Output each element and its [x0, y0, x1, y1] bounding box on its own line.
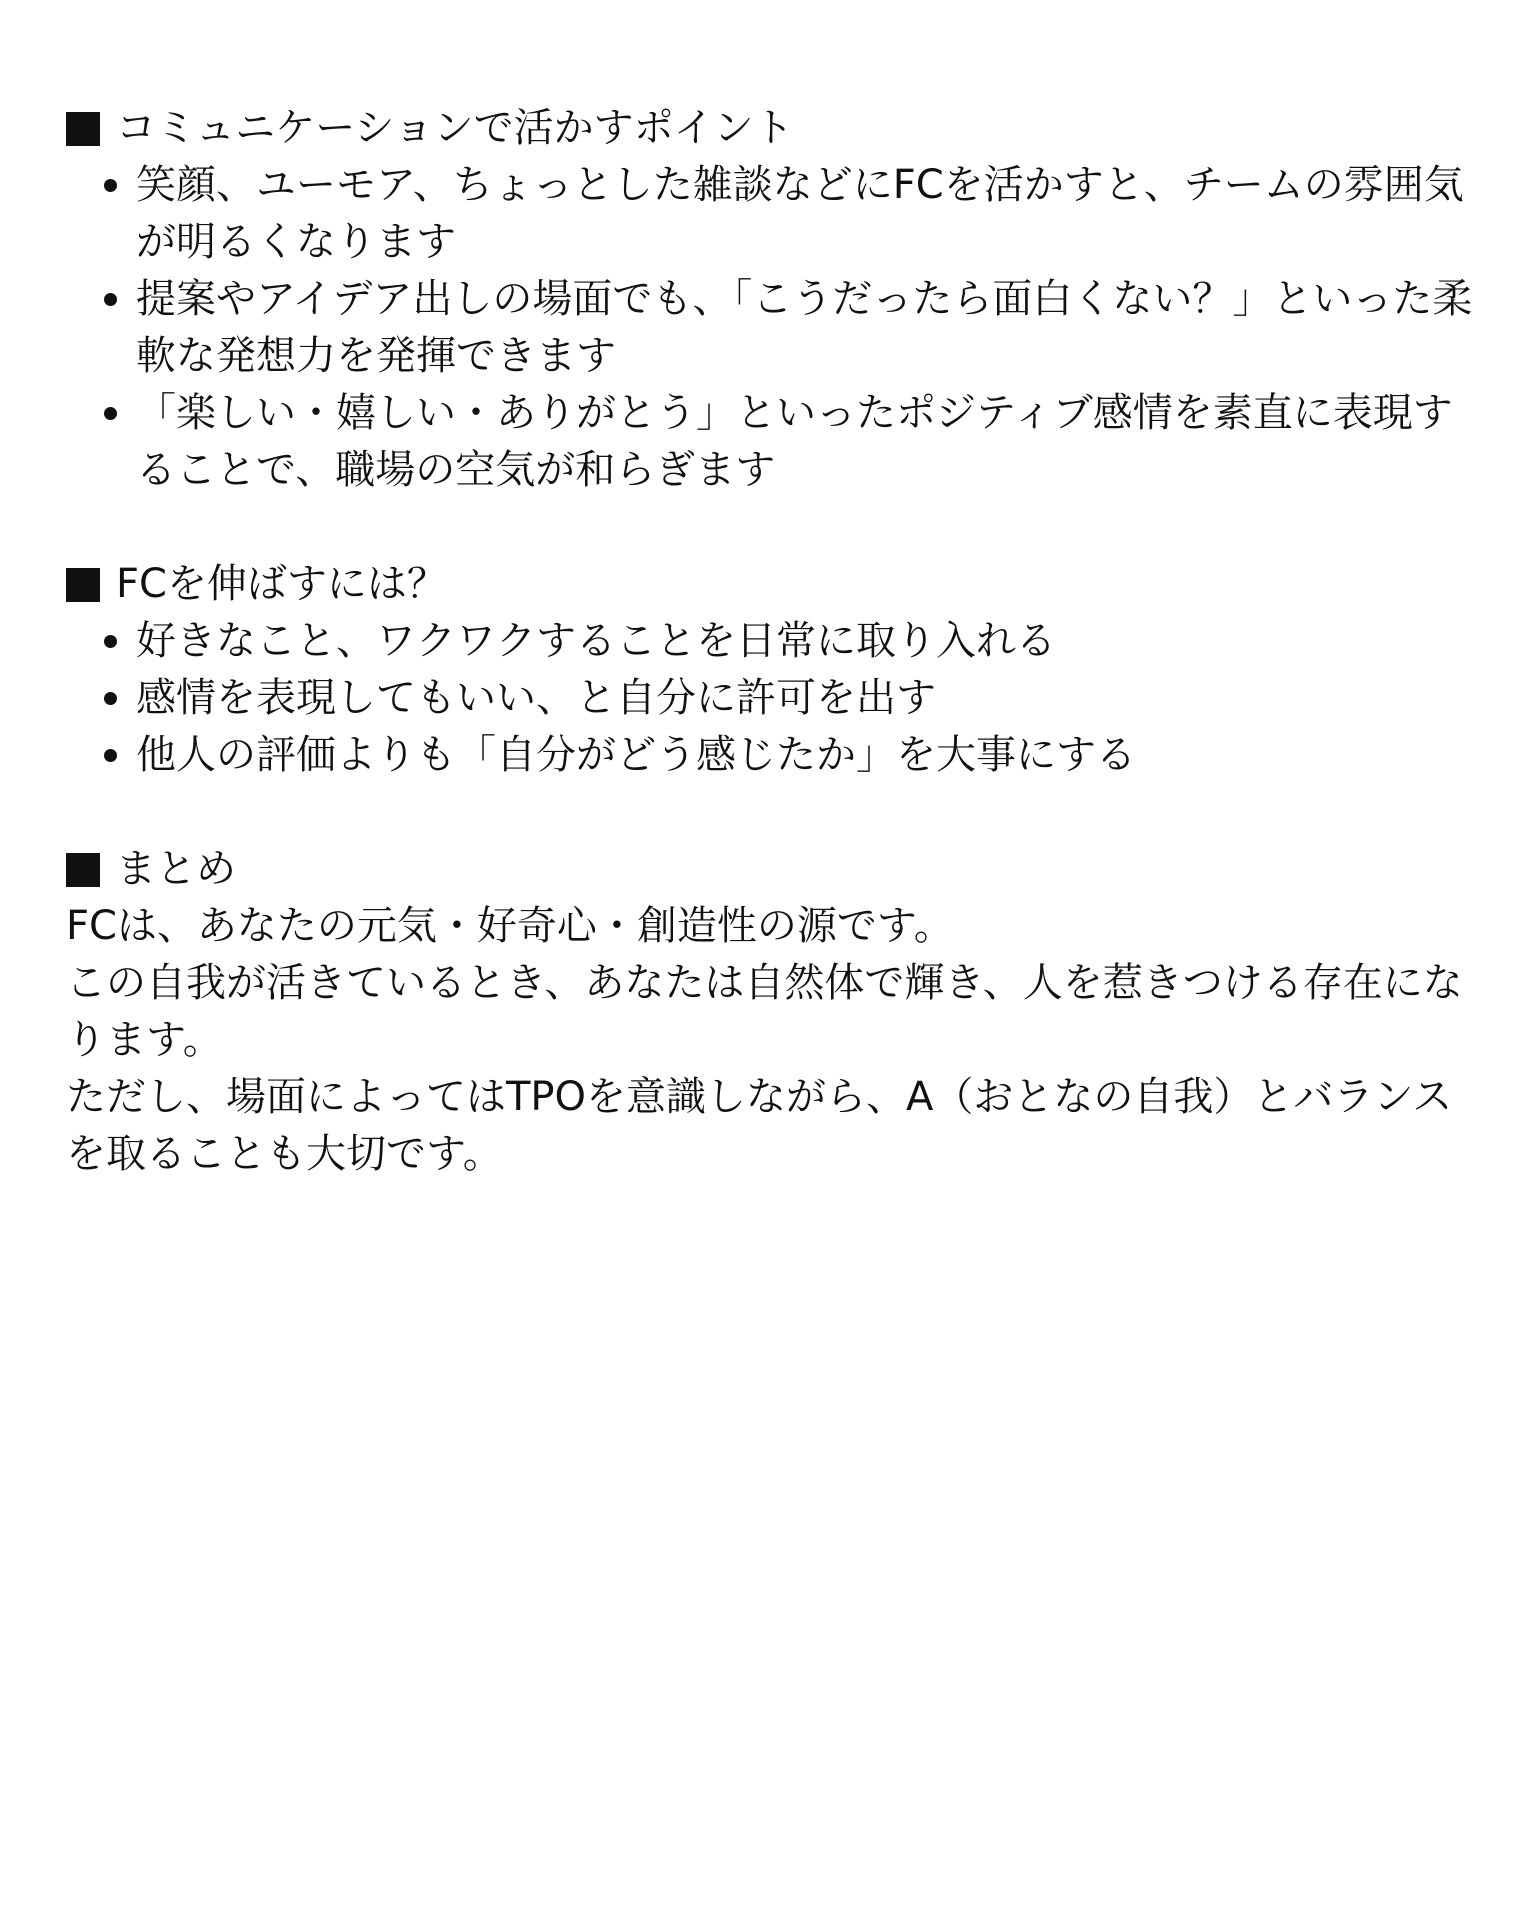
- list-item: [66, 271, 1486, 385]
- section-communication: [66, 100, 1486, 499]
- list-item: [66, 613, 1486, 670]
- summary-paragraph: ただし、場面によってはTPOを意識しながら、A（おとなの自我）とバランスを取ることも大切です。: [66, 1074, 1453, 1177]
- section-heading: [66, 556, 1486, 613]
- bullet-dot-icon: [104, 692, 117, 705]
- bullet-list: [66, 613, 1486, 784]
- summary-paragraph: この自我が活きているとき、あなたは自然体で輝き、人を惹きつける存在になります。: [66, 960, 1463, 1063]
- summary-paragraph: FCは、あなたの元気・好奇心・創造性の源です。: [66, 903, 954, 949]
- list-item-text: 提案やアイデア出しの場面でも、「こうだったら面白くない？」といった柔軟な発想力を発揮できます: [136, 276, 1473, 379]
- section-heading: [66, 841, 1486, 898]
- list-item: [66, 727, 1486, 784]
- bullet-dot-icon: [104, 293, 117, 306]
- list-item-text: 感情を表現してもいい、と自分に許可を出す: [136, 675, 936, 721]
- section-heading: [66, 100, 1486, 157]
- section-heading-text: まとめ: [116, 846, 236, 892]
- bullet-dot-icon: [104, 635, 117, 648]
- black-square-icon: [66, 568, 100, 602]
- bullet-list: [66, 157, 1486, 499]
- list-item-text: 他人の評価よりも「自分がどう感じたか」を大事にする: [136, 732, 1136, 778]
- section-heading-text: FCを伸ばすには？: [116, 561, 447, 607]
- list-item-text: 笑顔、ユーモア、ちょっとした雑談などにFCを活かすと、チームの雰囲気が明るくなります: [136, 162, 1464, 265]
- list-item: [66, 157, 1486, 271]
- document-page: [66, 100, 1486, 1183]
- section-heading-text: コミュニケーションで活かすポイント: [116, 105, 794, 151]
- section-summary: [66, 841, 1486, 1183]
- list-item: [66, 385, 1486, 499]
- bullet-dot-icon: [104, 407, 117, 420]
- list-item-text: 好きなこと、ワクワクすることを日常に取り入れる: [136, 618, 1056, 664]
- black-square-icon: [66, 853, 100, 887]
- list-item: [66, 670, 1486, 727]
- section-grow-fc: [66, 556, 1486, 784]
- section-spacer: [66, 499, 1486, 556]
- black-square-icon: [66, 112, 100, 146]
- bullet-dot-icon: [104, 749, 117, 762]
- section-spacer: [66, 784, 1486, 841]
- bullet-dot-icon: [104, 179, 117, 192]
- list-item-text: 「楽しい・嬉しい・ありがとう」といったポジティブ感情を素直に表現することで、職場の空気が和らぎます: [136, 390, 1453, 493]
